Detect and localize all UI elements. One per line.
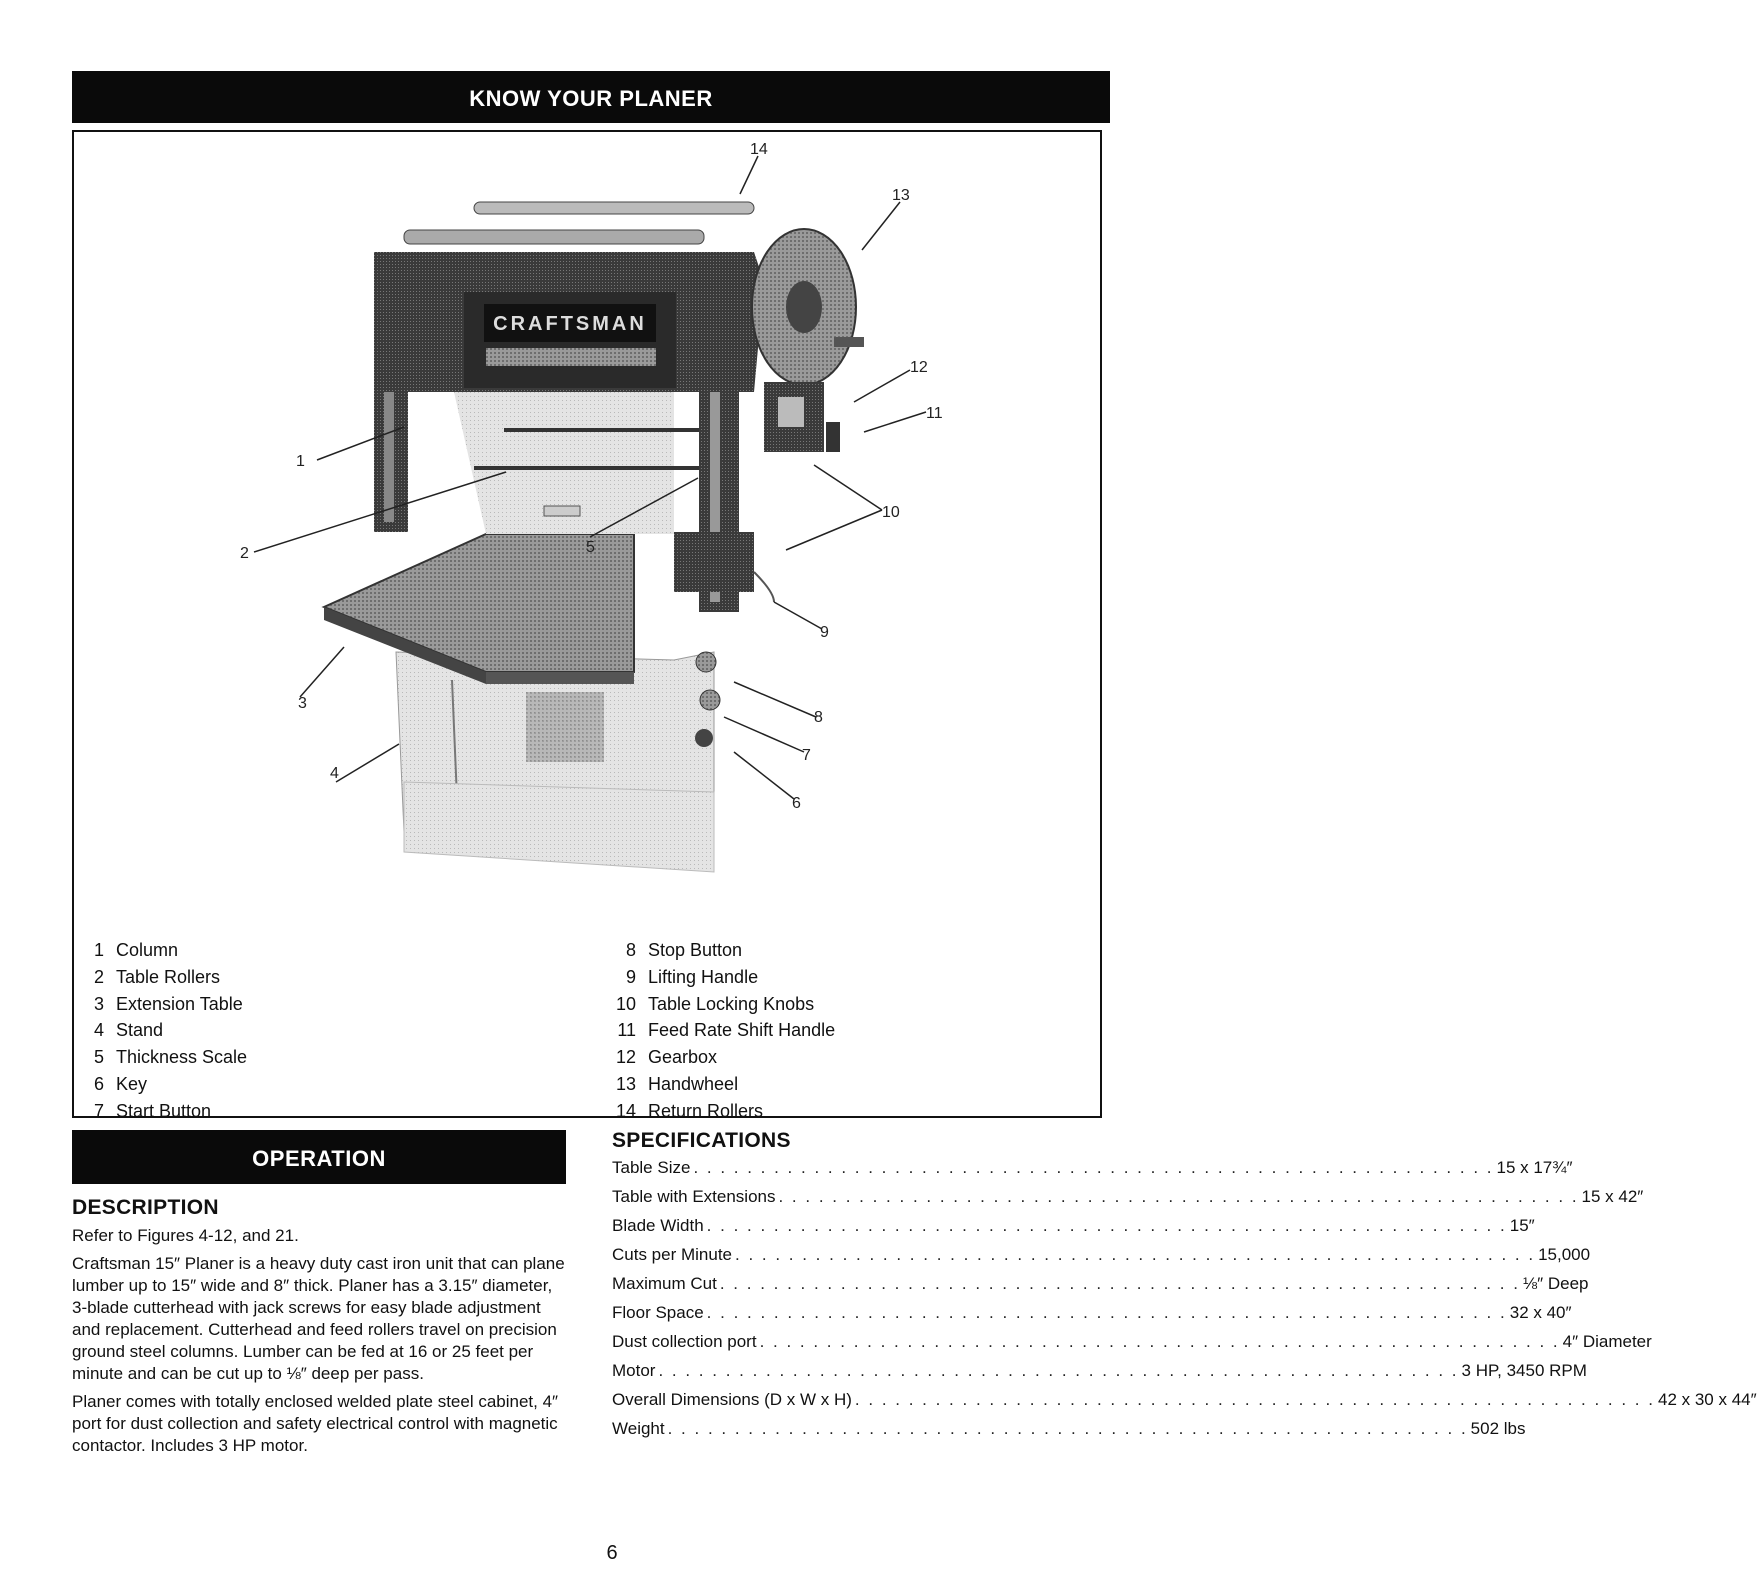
legend-number: 11 xyxy=(617,1020,636,1041)
brand-plate: CRAFTSMAN xyxy=(493,313,647,335)
legend-item xyxy=(608,1071,835,1098)
spec-row xyxy=(612,1361,1587,1390)
legend-item xyxy=(76,1071,247,1098)
legend-label: Key xyxy=(116,1073,148,1094)
legend-number: 10 xyxy=(615,993,636,1014)
legend-number: 4 xyxy=(93,1020,104,1041)
legend-number: 14 xyxy=(615,1100,636,1121)
spec-row xyxy=(612,1303,1572,1332)
legend-item xyxy=(608,991,835,1018)
callout-6: 6 xyxy=(792,795,801,812)
spec-label: Table Size xyxy=(612,1158,691,1177)
description-paragraph: Refer to Figures 4-12, and 21. xyxy=(72,1226,299,1245)
legend-item xyxy=(608,1098,835,1125)
legend-label: Table Locking Knobs xyxy=(648,993,815,1014)
spec-label: Floor Space xyxy=(612,1303,704,1322)
dot-leader: . . . . . . . . . . . . . . . . . . . . . . . . . . . . . . . . . . . . . . . . . . . . . . . . . . . . . . . . . . . . xyxy=(693,1158,1494,1177)
dot-leader: . . . . . . . . . . . . . . . . . . . . . . . . . . . . . . . . . . . . . . . . . . . . . . . . . . . . . . . . . . . . xyxy=(719,1274,1520,1293)
spec-value: 502 lbs xyxy=(1470,1419,1526,1438)
spec-label: Maximum Cut xyxy=(612,1274,717,1293)
thickness-scale xyxy=(544,506,580,516)
legend-item xyxy=(76,964,247,991)
legend-number: 3 xyxy=(93,993,104,1014)
legend-item xyxy=(608,964,835,991)
spec-label: Blade Width xyxy=(612,1216,704,1235)
legend-label: Start Button xyxy=(116,1100,212,1121)
spec-value: 32 x 40″ xyxy=(1509,1303,1572,1322)
legend-number: 8 xyxy=(625,940,636,960)
legend-item xyxy=(608,1017,835,1044)
spec-value: 15 x 17¾″ xyxy=(1496,1158,1573,1177)
section-title-banner: KNOW YOUR PLANER xyxy=(72,71,1110,123)
callout-14: 14 xyxy=(750,141,768,158)
operation-banner: OPERATION xyxy=(72,1130,566,1184)
legend-item xyxy=(76,937,247,964)
stop-button xyxy=(696,652,716,672)
callout-13: 13 xyxy=(892,187,910,204)
spec-label: Cuts per Minute xyxy=(612,1245,732,1264)
callout-10: 10 xyxy=(882,504,900,521)
description-body xyxy=(72,1225,567,1463)
callout-12: 12 xyxy=(910,359,928,376)
legend-item xyxy=(76,1098,247,1125)
legend-number: 6 xyxy=(93,1073,104,1094)
legend-label: Return Rollers xyxy=(648,1100,764,1121)
spec-value: 3 HP, 3450 RPM xyxy=(1461,1361,1587,1380)
legend-item xyxy=(608,937,835,964)
legend-number: 2 xyxy=(93,966,104,987)
legend-label: Table Rollers xyxy=(116,966,221,987)
gearbox xyxy=(764,382,840,452)
dot-leader: . . . . . . . . . . . . . . . . . . . . . . . . . . . . . . . . . . . . . . . . . . . . . . . . . . . . . . . . . . . . xyxy=(759,1332,1560,1351)
legend-number: 9 xyxy=(625,966,636,987)
callout-4: 4 xyxy=(330,765,339,782)
legend-label: Gearbox xyxy=(648,1047,718,1068)
spec-value: 4″ Diameter xyxy=(1562,1332,1652,1351)
legend-label: Feed Rate Shift Handle xyxy=(648,1020,836,1041)
specifications-list xyxy=(612,1158,1757,1448)
planer-illustration xyxy=(74,132,1104,932)
spec-row xyxy=(612,1390,1757,1419)
callout-5: 5 xyxy=(586,539,595,556)
spec-row xyxy=(612,1419,1526,1448)
legend-item xyxy=(76,991,247,1018)
spec-value: 15″ xyxy=(1509,1216,1535,1235)
callout-8: 8 xyxy=(814,709,823,726)
spec-label: Weight xyxy=(612,1419,665,1438)
callout-7: 7 xyxy=(802,747,811,764)
legend-number: 5 xyxy=(93,1047,104,1068)
figure-frame xyxy=(72,130,1102,1121)
spec-label: Dust collection port xyxy=(612,1332,757,1351)
parts-legend-right xyxy=(608,937,835,1125)
description-paragraph: Planer comes with totally enclosed welded plate steel cabinet, 4″ port for dust collection and safety electrical control with magnetic contactor. Includes 3 HP motor. xyxy=(72,1392,559,1455)
legend-label: Stop Button xyxy=(648,940,743,960)
spec-row xyxy=(612,1274,1589,1303)
spec-value: 15,000 xyxy=(1538,1245,1591,1264)
dot-leader: . . . . . . . . . . . . . . . . . . . . . . . . . . . . . . . . . . . . . . . . . . . . . . . . . . . . . . . . . . . . xyxy=(706,1303,1507,1322)
legend-item xyxy=(76,1044,247,1071)
spec-label: Motor xyxy=(612,1361,656,1380)
start-button xyxy=(700,690,720,710)
dot-leader: . . . . . . . . . . . . . . . . . . . . . . . . . . . . . . . . . . . . . . . . . . . . . . . . . . . . . . . . . . . . xyxy=(658,1361,1459,1380)
legend-number: 13 xyxy=(615,1073,636,1094)
handwheel xyxy=(752,229,864,385)
dot-leader: . . . . . . . . . . . . . . . . . . . . . . . . . . . . . . . . . . . . . . . . . . . . . . . . . . . . . . . . . . . . xyxy=(706,1216,1507,1235)
spec-value: 42 x 30 x 44″ xyxy=(1657,1390,1757,1409)
spec-label: Overall Dimensions (D x W x H) xyxy=(612,1390,852,1409)
legend-label: Stand xyxy=(116,1020,164,1041)
page-number: 6 xyxy=(606,1542,618,1564)
spec-value: ⅛″ Deep xyxy=(1522,1274,1589,1293)
callout-9: 9 xyxy=(820,624,829,641)
legend-label: Extension Table xyxy=(116,993,243,1014)
dot-leader: . . . . . . . . . . . . . . . . . . . . . . . . . . . . . . . . . . . . . . . . . . . . . . . . . . . . . . . . . . . . xyxy=(778,1187,1579,1206)
parts-legend-left xyxy=(76,937,247,1125)
spec-row xyxy=(612,1216,1535,1245)
spec-value: 15 x 42″ xyxy=(1581,1187,1644,1206)
legend-label: Lifting Handle xyxy=(648,966,759,987)
legend-number: 7 xyxy=(93,1100,104,1121)
legend-number: 1 xyxy=(93,940,104,960)
spec-label: Table with Extensions xyxy=(612,1187,776,1206)
key xyxy=(695,729,713,747)
legend-label: Column xyxy=(116,940,179,960)
callout-11: 11 xyxy=(926,405,943,422)
return-rollers xyxy=(404,202,754,244)
legend-label: Handwheel xyxy=(648,1073,739,1094)
cutter-head xyxy=(374,252,764,392)
callout-3: 3 xyxy=(298,695,307,712)
callout-1: 1 xyxy=(296,453,305,470)
legend-label: Thickness Scale xyxy=(116,1047,248,1068)
legend-number: 12 xyxy=(615,1047,636,1068)
legend-item xyxy=(76,1017,247,1044)
specifications-heading: SPECIFICATIONS xyxy=(612,1129,791,1152)
spec-row xyxy=(612,1187,1644,1216)
legend-item xyxy=(608,1044,835,1071)
spec-row xyxy=(612,1158,1573,1187)
callout-2: 2 xyxy=(240,545,249,562)
dot-leader: . . . . . . . . . . . . . . . . . . . . . . . . . . . . . . . . . . . . . . . . . . . . . . . . . . . . . . . . . . . . xyxy=(735,1245,1536,1264)
lifting-handle xyxy=(674,532,774,602)
stand xyxy=(396,652,714,872)
dot-leader: . . . . . . . . . . . . . . . . . . . . . . . . . . . . . . . . . . . . . . . . . . . . . . . . . . . . . . . . . . . . xyxy=(667,1419,1468,1438)
spec-row xyxy=(612,1245,1591,1274)
dot-leader: . . . . . . . . . . . . . . . . . . . . . . . . . . . . . . . . . . . . . . . . . . . . . . . . . . . . . . . . . . . . xyxy=(854,1390,1655,1409)
description-paragraph: Craftsman 15″ Planer is a heavy duty cast iron unit that can plane lumber up to 15″ wide and 8″ thick. Planer has a 3.15″ diameter, 3-blade cutterhead with jack screws for easy blade adjustment and replacement. Cutterhead and feed rollers travel on precision ground steel columns. Lumber can be fed at 16 or 25 feet per minute and can be cut up to ⅛″ deep per pass. xyxy=(72,1254,565,1383)
description-heading: DESCRIPTION xyxy=(72,1196,219,1219)
spec-row xyxy=(612,1332,1652,1361)
